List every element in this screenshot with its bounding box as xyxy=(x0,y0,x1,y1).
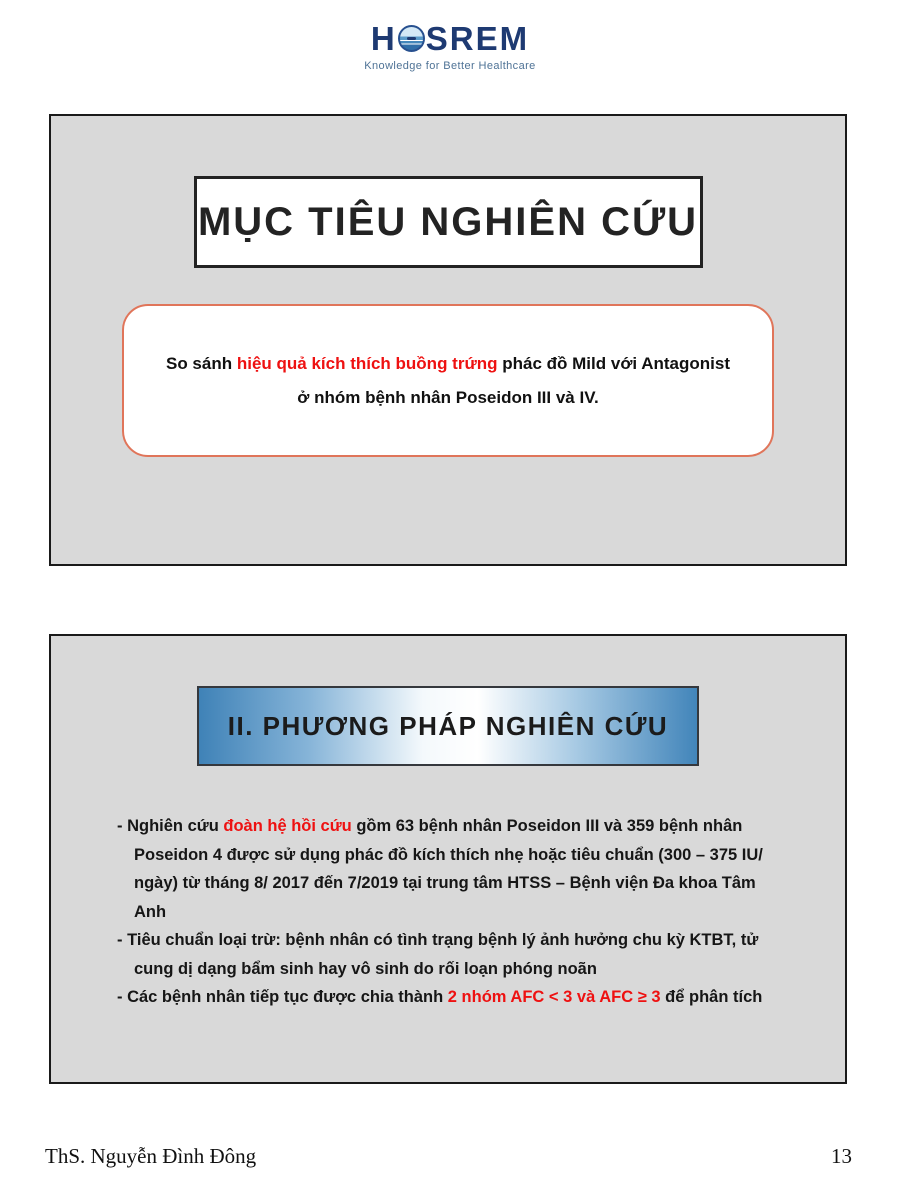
bullet-line: ngày) từ tháng 8/ 2017 đến 7/2019 tại trung tâm HTSS – Bệnh viện Đa khoa Tâm xyxy=(134,874,756,892)
globe-icon xyxy=(398,25,425,52)
slide2-title: II. PHƯƠNG PHÁP NGHIÊN CỨU xyxy=(227,710,669,741)
objective-line-2: ở nhóm bệnh nhân Poseidon III và IV. xyxy=(297,387,599,407)
bullet-line: cung dị dạng bẩm sinh hay vô sinh do rối loạn phóng noãn xyxy=(134,959,597,978)
bullet-line: Anh xyxy=(134,902,167,921)
bullet-line xyxy=(117,983,807,1012)
logo-tagline: Knowledge for Better Healthcare xyxy=(364,60,536,72)
slide2-title-banner xyxy=(197,686,699,766)
page-header xyxy=(0,22,900,72)
objective-segment: phác đồ Mild với Antagonist xyxy=(497,353,730,373)
page-footer xyxy=(0,1144,900,1174)
objective-box xyxy=(122,304,774,457)
bullet-segment: để phân tích xyxy=(660,988,763,1006)
bullet-segment-highlight: đoàn hệ hồi cứu xyxy=(223,817,352,835)
bullet-line xyxy=(117,812,807,841)
logo-text-right: SREM xyxy=(425,20,530,57)
author-name: ThS. Nguyễn Đình Đông xyxy=(45,1144,257,1168)
bullet-segment: - Nghiên cứu xyxy=(117,817,224,835)
bullet-segment-highlight: 2 nhóm AFC < 3 và AFC ≥ 3 xyxy=(447,988,661,1006)
objective-segment: So sánh xyxy=(165,353,237,373)
page-number: 13 xyxy=(831,1144,852,1168)
objective-line-1 xyxy=(166,347,730,381)
slide1-title: MỤC TIÊU NGHIÊN CỨU xyxy=(197,199,699,244)
bullet-segment: - Các bệnh nhân tiếp tục được chia thành xyxy=(117,988,448,1006)
slide-phuong-phap xyxy=(49,634,847,1084)
bullet-line: - Tiêu chuẩn loại trừ: bệnh nhân có tình trạng bệnh lý ảnh hưởng chu kỳ KTBT, tử xyxy=(117,931,759,949)
bullet-line: Poseidon 4 được sử dụng phác đồ kích thích nhẹ hoặc tiêu chuẩn (300 – 375 IU/ xyxy=(134,845,763,864)
objective-segment-highlight: hiệu quả kích thích buồng trứng xyxy=(236,353,498,373)
hosrem-logo xyxy=(0,22,900,55)
slide-muc-tieu xyxy=(49,114,847,566)
method-bullet-list xyxy=(117,812,807,1012)
bullet-segment: gồm 63 bệnh nhân Poseidon III và 359 bệnh nhân xyxy=(351,817,743,835)
logo-text-left: H xyxy=(370,20,397,57)
slide1-title-box xyxy=(194,176,703,268)
